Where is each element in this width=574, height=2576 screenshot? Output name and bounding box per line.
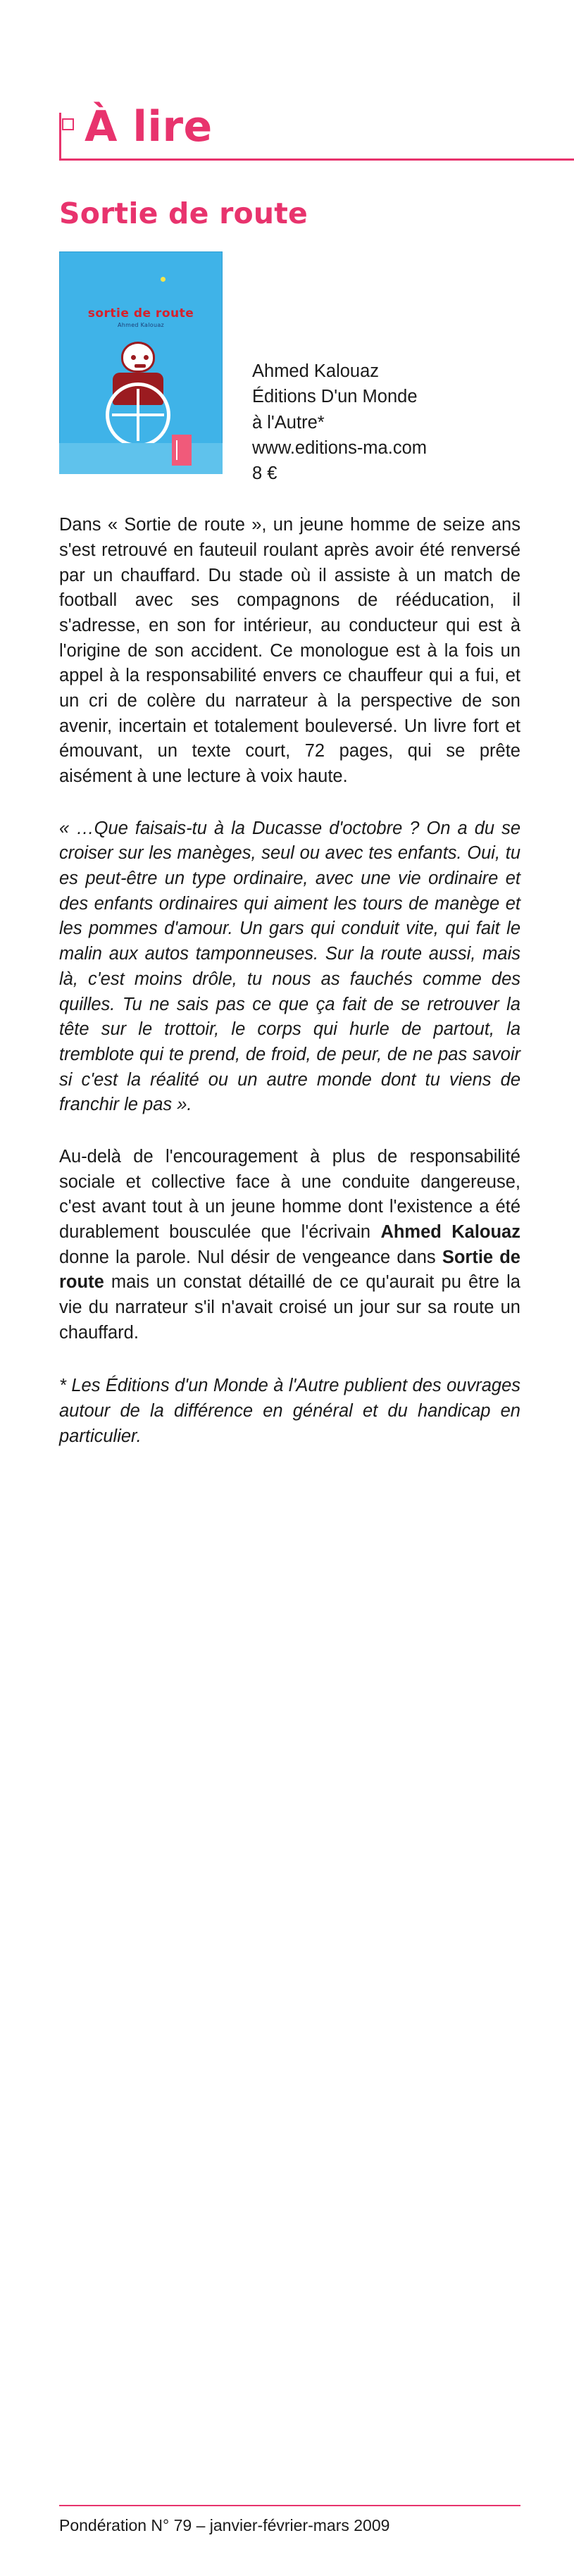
- figure-head-icon: [121, 342, 155, 373]
- cover-book-author: Ahmed Kalouaz: [117, 322, 165, 329]
- book-price: 8 €: [252, 463, 277, 483]
- figure-eye-left-icon: [131, 355, 136, 360]
- article-quote: « …Que faisais-tu à la Ducasse d'octobre ? On a du se croiser sur les manèges, seul ou avec tes enfants. Oui, tu es peut-être un type ordinaire, avec une vie ordinaire et des enfants ordinaires qui aiment les tours de manège et les pommes d'amour. Un gars qui conduit vite, qui fait le malin aux autos tamponneuses. Sur la route aussi, mais là, c'est moins drôle, tu nous as fauchés comme des quilles. Tu ne sais pas ce que ça fait de se retrouver la tête sur le trottoir, le corps qui hurle de partout, la tremblote qui te prend, de froid, de peur, de ne pas savoir si c'est la réalité ou un autre monde dont tu viens de franchir le pas ».: [59, 818, 520, 1115]
- article-paragraph-1: Dans « Sortie de route », un jeune homme de seize ans s'est retrouvé en fauteuil roulant après avoir été renversé par un chauffard. Du stade où il assiste à un match de football avec ses compagnons de rééducation, il s'adresse, en son for intérieur, au conducteur qui est à l'origine de son accident. Ce monologue est à la fois un appel à la responsabilité envers ce chauffeur qui a fui, et un cri de colère du narrateur à la perspective de son avenir, incertain et totalement bouleversé. Un livre fort et émouvant, un texte court, 72 pages, qui se prête aisément à une lecture à voix haute.: [59, 515, 520, 787]
- book-metadata: [223, 251, 427, 486]
- header-bottom-rule: [59, 158, 574, 161]
- book-cover-image: [59, 251, 223, 474]
- cover-and-meta: [59, 251, 520, 486]
- paragraph-3-text-part1: Au-delà de l'encouragement à plus de responsabilité sociale et collective face à une conduite dangereuse, c'est avant tout à un jeune homme dont l'existence a été durablement bousculée que l'écrivain: [59, 1146, 520, 1243]
- article-title: Sortie de route: [59, 197, 308, 230]
- cover-road-band: [59, 443, 223, 474]
- book-publisher-line2: à l'Autre*: [252, 412, 325, 433]
- book-website[interactable]: www.editions-ma.com: [252, 437, 427, 458]
- book-publisher: Éditions D'un Monde: [252, 387, 418, 407]
- cover-book-title: sortie de route: [87, 306, 194, 321]
- paragraph-3-author-name: Ahmed Kalouaz: [380, 1222, 520, 1243]
- paragraph-3-text-part3: mais un constat détaillé de ce qu'aurait pu être la vie du narrateur s'il n'avait croisé un jour sur sa route un chauffard.: [59, 1272, 520, 1343]
- book-author: Ahmed Kalouaz: [252, 361, 380, 382]
- article: [0, 197, 574, 1450]
- section-header: [0, 102, 574, 161]
- article-footnote: * Les Éditions d'un Monde à l'Autre publient des ouvrages autour de la différence en général et du handicap en particulier.: [59, 1376, 520, 1446]
- section-title: À lire: [85, 102, 213, 151]
- figure-eye-right-icon: [144, 355, 149, 360]
- paragraph-3-text-part2: donne la parole. Nul désir de vengeance dans: [59, 1247, 442, 1267]
- page-footer: [59, 2505, 520, 2535]
- wheel-icon: [106, 382, 170, 447]
- article-paragraph-3: [59, 1145, 520, 1346]
- paragraph-3-book-title: Sortie de route: [59, 1247, 520, 1293]
- footer-rule: [59, 2505, 520, 2506]
- cover-publisher-block: [172, 435, 192, 466]
- page: [0, 102, 574, 2576]
- square-bullet-icon: [62, 118, 74, 130]
- wheelchair-figure-illustration: [96, 342, 180, 440]
- sun-dot-icon: [161, 277, 166, 282]
- cover-publisher-stripe: [176, 440, 177, 460]
- figure-mouth-icon: [135, 364, 146, 368]
- footer-text: Pondération N° 79 – janvier-février-mars 2009: [59, 2516, 390, 2534]
